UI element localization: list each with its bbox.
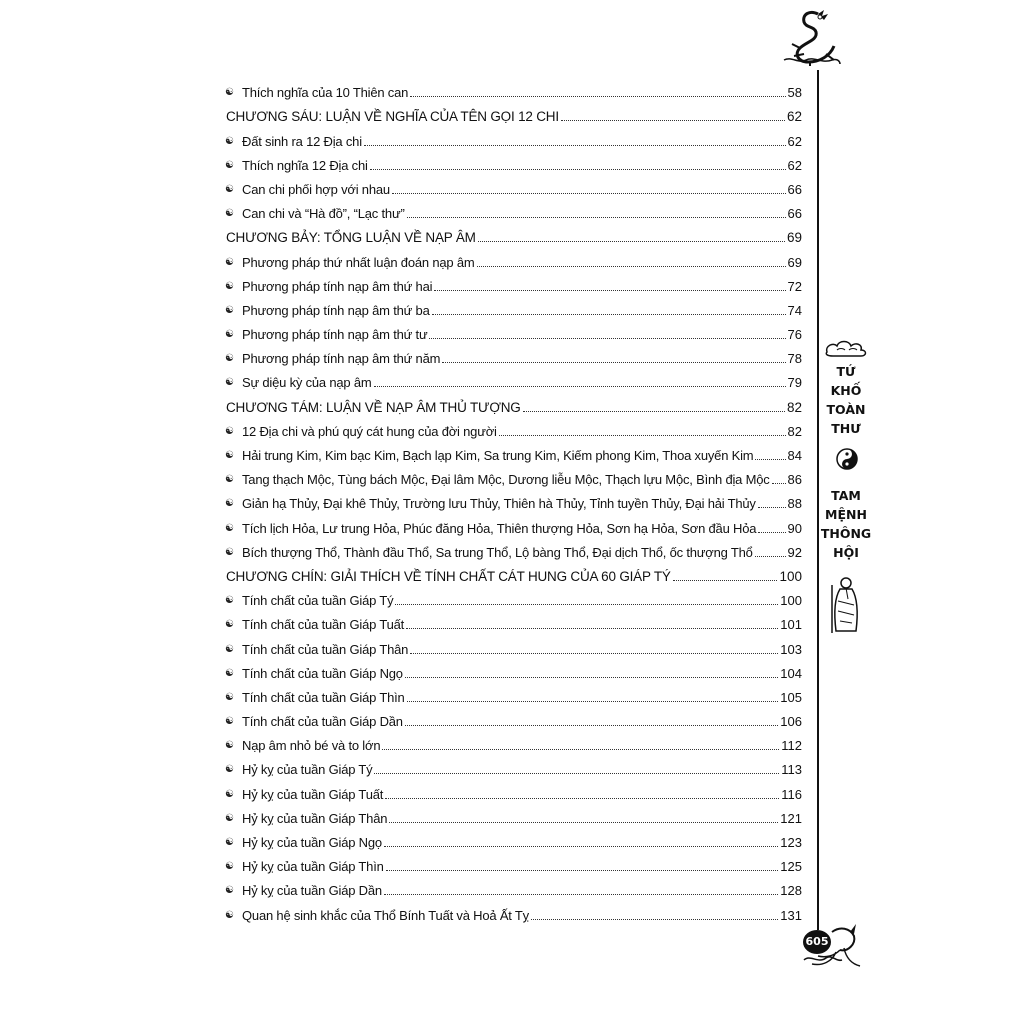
yin-yang-bullet-icon: ☯ — [225, 353, 234, 365]
toc-entry — [222, 536, 802, 560]
yin-yang-bullet-icon: ☯ — [225, 87, 234, 99]
dot-leader — [772, 483, 786, 484]
yin-yang-bullet-icon: ☯ — [225, 377, 234, 389]
toc-entry — [222, 487, 802, 511]
yin-yang-bullet-icon: ☯ — [225, 135, 234, 147]
toc-entry-page: 86 — [787, 472, 802, 488]
toc-entry-page: 72 — [787, 278, 802, 294]
toc-entry — [222, 149, 802, 173]
toc-entry — [222, 874, 802, 898]
toc-entry — [222, 245, 802, 269]
toc-entry-page: 100 — [779, 568, 802, 584]
toc-entry-page: 112 — [781, 738, 802, 754]
toc-entry-page: 78 — [787, 351, 802, 367]
yin-yang-bullet-icon: ☯ — [225, 522, 234, 534]
toc-entry-page: 58 — [787, 85, 802, 101]
toc-entry — [222, 777, 802, 801]
toc-entry-page: 84 — [787, 448, 802, 463]
toc-entry-page: 74 — [787, 302, 802, 318]
toc-entry-page: 82 — [786, 399, 802, 415]
yin-yang-bullet-icon: ☯ — [225, 691, 234, 703]
toc-entry-page: 100 — [780, 593, 802, 609]
toc-entry — [222, 415, 802, 439]
toc-entry-page: 92 — [787, 544, 802, 560]
toc-entry-page: 62 — [787, 133, 802, 149]
dot-leader — [410, 653, 778, 654]
yin-yang-bullet-icon: ☯ — [225, 788, 234, 800]
toc-chapter-heading — [222, 390, 802, 414]
yin-yang-bullet-icon: ☯ — [225, 885, 234, 897]
yin-yang-bullet-icon: ☯ — [225, 498, 234, 510]
toc-entry-title: Tang thạch Mộc, Tùng bách Mộc, Đại lâm Mộc, Dương liễu Mộc, Thạch lựu Mộc, Bình địa Mộc — [242, 472, 770, 488]
dot-leader — [384, 894, 778, 895]
toc-entry-title: Bích thượng Thổ, Thành đầu Thổ, Sa trung Thổ, Lộ bàng Thổ, Đại dịch Thổ, ốc thượng Thổ — [242, 544, 753, 560]
sidebar-line: TOÀN — [826, 402, 866, 417]
toc-entry-page: 62 — [787, 157, 802, 173]
toc-entry-page: 105 — [780, 689, 802, 705]
yin-yang-bullet-icon: ☯ — [225, 450, 234, 461]
toc-entry-title: Phương pháp tính nạp âm thứ tư — [242, 327, 428, 343]
sidebar-line: THƯ — [831, 421, 861, 436]
toc-entry-title: CHƯƠNG SÁU: LUẬN VỀ NGHĨA CỦA TÊN GỌI 12 CHI — [226, 109, 559, 125]
sidebar-line: THÔNG — [820, 526, 872, 541]
dot-leader — [429, 338, 785, 339]
toc-entry-page: 128 — [780, 883, 802, 899]
toc-entry-title: CHƯƠNG CHÍN: GIẢI THÍCH VỀ TÍNH CHẤT CÁT HUNG CỦA 60 GIÁP TÝ — [226, 568, 671, 584]
dot-leader — [531, 919, 778, 920]
toc-entry — [222, 366, 802, 390]
toc-entry — [222, 681, 802, 705]
toc-entry — [222, 197, 802, 221]
toc-entry-page: 66 — [787, 206, 802, 222]
toc-entry-title: Hỷ kỵ của tuần Giáp Thân — [242, 810, 388, 826]
dot-leader — [410, 96, 785, 97]
toc-entry-title: Hỷ kỵ của tuần Giáp Ngọ — [242, 835, 382, 850]
toc-entry — [222, 124, 802, 148]
dot-leader — [561, 120, 785, 121]
sage-illustration — [826, 575, 866, 635]
toc-entry-title: Tính chất của tuần Giáp Thân — [242, 641, 409, 657]
yin-yang-bullet-icon: ☯ — [225, 837, 234, 848]
yin-yang-bullet-icon: ☯ — [225, 740, 234, 752]
toc-entry-page: 69 — [787, 254, 802, 270]
toc-entry-title: Thích nghĩa 12 Địa chi — [242, 157, 368, 173]
toc-entry — [222, 584, 802, 608]
dot-leader — [392, 193, 786, 194]
toc-entry-page: 116 — [781, 786, 802, 802]
toc-entry-page: 121 — [780, 810, 802, 826]
dot-leader — [407, 217, 786, 218]
toc-entry-title: Hỷ kỵ của tuần Giáp Tuất — [242, 786, 384, 802]
cloud-icon — [823, 338, 869, 358]
dot-leader — [364, 145, 786, 146]
toc-entry — [222, 850, 802, 874]
toc-entry — [222, 76, 802, 100]
dot-leader — [395, 604, 778, 605]
toc-entry-page: 106 — [780, 714, 802, 730]
toc-entry-title: Hải trung Kim, Kim bạc Kim, Bạch lạp Kim, Sa trung Kim, Kiếm phong Kim, Thoa xuyến Kim — [242, 448, 754, 463]
toc-entry-title: Phương pháp tính nạp âm thứ ba — [242, 302, 430, 318]
toc-entry — [222, 802, 802, 826]
yin-yang-bullet-icon: ☯ — [225, 256, 234, 268]
dot-leader — [442, 362, 785, 363]
toc-entry-title: Quan hệ sinh khắc của Thổ Bính Tuất và Hoả Ất Tỵ — [242, 907, 529, 923]
yin-yang-icon — [836, 448, 858, 470]
toc-chapter-heading — [222, 221, 802, 245]
sidebar-line: MỆNH — [825, 507, 867, 522]
toc-entry-page: 88 — [787, 496, 802, 512]
toc-entry-title: CHƯƠNG BẢY: TỔNG LUẬN VỀ NẠP ÂM — [226, 230, 476, 246]
toc-entry-title: Thích nghĩa của 10 Thiên can — [242, 85, 409, 101]
toc-entry — [222, 632, 802, 656]
dot-leader — [405, 725, 778, 726]
toc-entry-title: Tính chất của tuần Giáp Ngọ — [242, 665, 403, 681]
toc-entry — [222, 753, 802, 777]
toc-entry-title: Đất sinh ra 12 Địa chi — [242, 133, 362, 149]
yin-yang-bullet-icon: ☯ — [225, 159, 234, 171]
toc-entry-page: 104 — [780, 665, 802, 681]
toc-entry-title: Can chi phối hợp với nhau — [242, 181, 390, 197]
toc-entry-title: Phương pháp tính nạp âm thứ hai — [242, 278, 433, 294]
toc-entry-page: 101 — [780, 617, 802, 633]
dot-leader — [406, 628, 778, 629]
dot-leader — [499, 435, 786, 436]
toc-entry-title: Phương pháp thứ nhất luận đoán nạp âm — [242, 254, 475, 270]
dot-leader — [386, 870, 779, 871]
toc-entry-page: 79 — [787, 375, 802, 391]
yin-yang-bullet-icon: ☯ — [225, 861, 234, 873]
toc-entry-page: 123 — [780, 835, 802, 850]
toc-entry-page: 66 — [787, 181, 802, 197]
toc-entry — [222, 511, 802, 535]
toc-entry-title: Tính chất của tuần Giáp Tý — [242, 593, 394, 609]
toc-entry-title: Tích lịch Hỏa, Lư trung Hỏa, Phúc đăng Hỏa, Thiên thượng Hỏa, Sơn hạ Hỏa, Sơn đầu Hỏa — [242, 520, 757, 536]
toc-entry-page: 82 — [787, 423, 802, 439]
toc-entry-title: Hỷ kỵ của tuần Giáp Thìn — [242, 859, 384, 875]
yin-yang-bullet-icon: ☯ — [225, 183, 234, 195]
sidebar-line: TỨ — [836, 364, 856, 379]
dot-leader — [432, 314, 786, 315]
dot-leader — [758, 507, 786, 508]
toc-entry-page: 103 — [780, 641, 802, 657]
yin-yang-bullet-icon: ☯ — [225, 764, 234, 776]
toc-entry — [222, 608, 802, 632]
dot-leader — [374, 386, 786, 387]
toc-entry — [222, 342, 802, 366]
toc-entry-title: Hỷ kỵ của tuần Giáp Dần — [242, 883, 382, 899]
dot-leader — [478, 241, 785, 242]
toc-entry-page: 62 — [786, 109, 802, 125]
toc-entry-title: Can chi và “Hà đồ”, “Lạc thư” — [242, 206, 405, 222]
toc-entry-title: Tính chất của tuần Giáp Tuất — [242, 617, 405, 633]
toc-chapter-heading — [222, 100, 802, 124]
dot-leader — [405, 677, 778, 678]
dot-leader — [758, 532, 785, 533]
yin-yang-bullet-icon: ☯ — [225, 280, 234, 292]
toc-entry-title: CHƯƠNG TÁM: LUẬN VỀ NẠP ÂM THỦ TƯỢNG — [226, 399, 521, 415]
toc-entry-page: 131 — [780, 907, 802, 923]
yin-yang-bullet-icon: ☯ — [225, 667, 234, 679]
phoenix-illustration — [796, 912, 866, 972]
toc-entry-title: Hỷ kỵ của tuần Giáp Tý — [242, 762, 373, 778]
yin-yang-bullet-icon: ☯ — [225, 546, 234, 558]
sidebar-line: TAM — [831, 488, 861, 503]
sidebar-line: HỘI — [833, 545, 859, 560]
toc-entry — [222, 657, 802, 681]
dot-leader — [755, 459, 785, 460]
page-number: 605 — [803, 930, 831, 954]
toc-entry-title: Sự diệu kỳ của nạp âm — [242, 375, 372, 391]
toc-entry — [222, 826, 802, 850]
toc-entry-page: 113 — [781, 762, 802, 778]
dot-leader — [374, 773, 779, 774]
toc-entry-page: 76 — [787, 327, 802, 343]
yin-yang-bullet-icon: ☯ — [225, 812, 234, 824]
toc-entry-page: 125 — [780, 859, 802, 875]
toc-entry-title: Tính chất của tuần Giáp Dần — [242, 714, 403, 730]
toc-entry — [222, 318, 802, 342]
toc-entry — [222, 294, 802, 318]
toc-entry — [222, 898, 802, 922]
dragon-illustration — [780, 8, 842, 68]
yin-yang-bullet-icon: ☯ — [225, 304, 234, 316]
yin-yang-bullet-icon: ☯ — [225, 474, 234, 486]
yin-yang-bullet-icon: ☯ — [225, 595, 234, 607]
toc-entry-page: 90 — [787, 520, 802, 536]
yin-yang-bullet-icon: ☯ — [225, 425, 234, 437]
toc-entry — [222, 463, 802, 487]
toc-entry — [222, 705, 802, 729]
dot-leader — [370, 169, 786, 170]
toc-entry — [222, 729, 802, 753]
table-of-contents — [222, 76, 802, 923]
dot-leader — [382, 749, 779, 750]
yin-yang-bullet-icon: ☯ — [225, 909, 234, 921]
toc-entry-title: Phương pháp tính nạp âm thứ năm — [242, 351, 441, 367]
yin-yang-bullet-icon: ☯ — [225, 643, 234, 655]
dot-leader — [523, 411, 785, 412]
toc-entry-title: 12 Địa chi và phú quý cát hung của đời người — [242, 423, 497, 439]
dot-leader — [384, 846, 778, 847]
dot-leader — [755, 556, 786, 557]
yin-yang-bullet-icon: ☯ — [225, 329, 234, 341]
yin-yang-bullet-icon: ☯ — [225, 208, 234, 220]
toc-entry-title: Tính chất của tuần Giáp Thìn — [242, 689, 405, 705]
yin-yang-bullet-icon: ☯ — [225, 716, 234, 728]
dot-leader — [407, 701, 779, 702]
toc-chapter-heading — [222, 560, 802, 584]
dot-leader — [477, 266, 786, 267]
yin-yang-bullet-icon: ☯ — [225, 619, 234, 631]
toc-entry-title: Giản hạ Thủy, Đại khê Thủy, Trường lưu Thủy, Thiên hà Thủy, Tỉnh tuyền Thủy, Đại hải Thủy — [242, 496, 756, 512]
toc-entry — [222, 173, 802, 197]
toc-entry-title: Nạp âm nhỏ bé và to lớn — [242, 738, 381, 754]
dot-leader — [673, 580, 778, 581]
toc-entry-page: 69 — [786, 230, 802, 246]
dot-leader — [385, 798, 779, 799]
sidebar-line: KHỐ — [830, 383, 862, 398]
dot-leader — [389, 822, 778, 823]
toc-entry — [222, 270, 802, 294]
toc-entry — [222, 439, 802, 463]
dot-leader — [434, 290, 785, 291]
